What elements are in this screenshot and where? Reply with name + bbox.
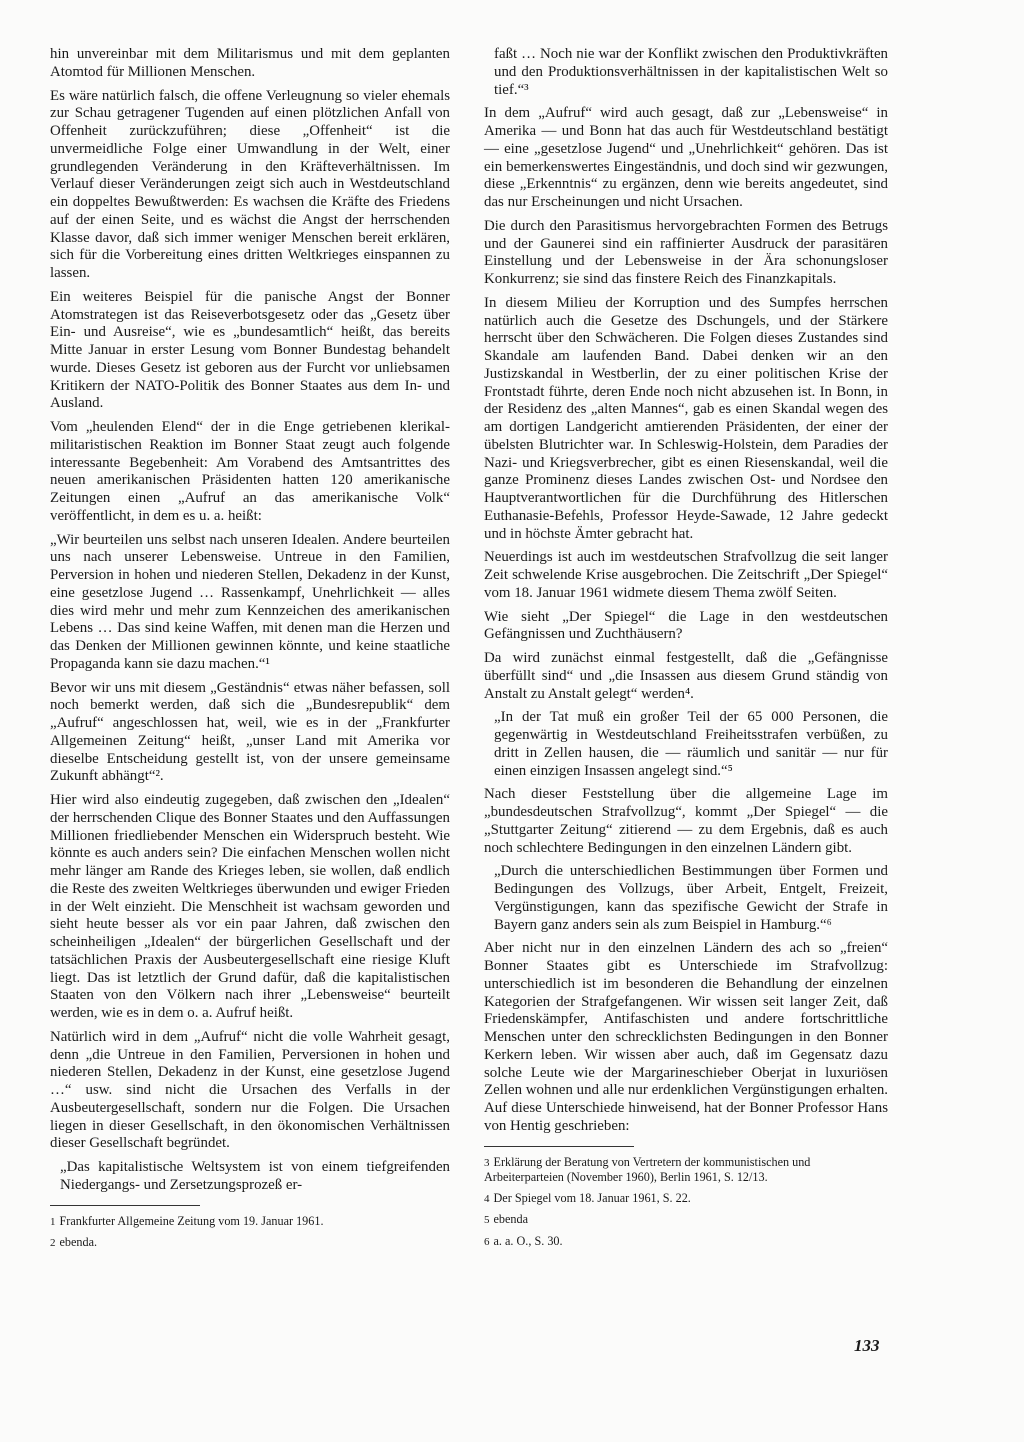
paragraph: Wie sieht „Der Spiegel“ die Lage in den westdeutschen Gefängnissen und Zuchthäusern? [484, 608, 888, 643]
block-quote: „In der Tat muß ein großer Teil der 65 000 Personen, die gegenwärtig in Westdeutschland Freiheitsstrafen verbüßen, zu dritt in Zellen hausen, die — räumlich und sanitär — nur für einen einzigen Insassen angelegt sind.“⁵ [494, 709, 888, 779]
paragraph: hin unvereinbar mit dem Militarismus und mit dem geplanten Atomtod für Millionen Menschen. [50, 46, 450, 80]
paragraph: Die durch den Parasitismus hervorgebrachten Formen des Betrugs und der Gaunerei sind ein raffinierter Ausdruck der parasitären Einstellung und der Lebensweise in der Ära schonungsloser Konkurrenz; sie sind das finstere Reich des Finanzkapitals. [484, 217, 888, 287]
footnote-number: 1 [50, 1215, 56, 1228]
footnote-rule [50, 1205, 200, 1206]
block-quote: „Wir beurteilen uns selbst nach unseren Idealen. Andere beurteilen uns nach unserer Lebensweise. Untreue in den Familien, Perversion in hohen und niederen Stellen, Dekadenz in der Kunst, eine gesetzlose Jugend … Rassenkampf, Unehrlichkeit — alles dies wird mehr und mehr zum Kennzeichen des amerikanischen Lebens … Das sind keine Waffen, mit denen man die Herzen und das Denken der Millionen gewinnen könnte, und keine staatliche Propaganda kann sie dazu machen.“¹ [50, 531, 450, 672]
footnote-number: 6 [484, 1235, 490, 1248]
footnote-number: 3 [484, 1156, 490, 1169]
paragraph: In dem „Aufruf“ wird auch gesagt, daß zur „Lebensweise“ in Amerika — und Bonn hat das auch für Westdeutschland bestätigt — eine „gesetzlose Jugend“ und „Unehrlichkeit“ gehören. Das ist ein bemerkenswertes Eingeständnis, und doch sind wir gezwungen, diese „Erkenntnis“ zu ergänzen, denn wie bereits angedeutet, sind das nur Erscheinungen und nicht Ursachen. [484, 105, 888, 210]
footnote-text: Der Spiegel vom 18. Januar 1961, S. 22. [493, 1190, 691, 1205]
footnote [484, 1191, 888, 1207]
paragraph: Es wäre natürlich falsch, die offene Verleugnung so vieler ehemals zur Schau getragener Tugenden auf einen plötzlichen Anfall von Offenheit zurückzuführen; diese „Offenheit“ ist die unvermeidliche Folge einer Umwandlung in der Welt, einer grundlegenden Veränderung in den Kräfteverhältnissen. Im Verlauf dieser Veränderungen zeigt sich auch in Westdeutschland ein doppeltes Bewußtwerden: Es wachsen die Kräfte des Friedens auf der einen Seite, und es wächst die Angst der herrschenden Klasse davor, daß sich immer weniger Menschen bereit erklären, sich für die Vorbereitung eines dritten Weltkrieges einspannen zu lassen. [50, 87, 450, 281]
footnote-text: Frankfurter Allgemeine Zeitung vom 19. Januar 1961. [59, 1213, 324, 1228]
paragraph: Aber nicht nur in den einzelnen Ländern des ach so „freien“ Bonner Staates gibt es Unterschiede im Strafvollzug: unterschiedlich ist im besonderen die Behandlung der einzelnen Kategorien der Strafgefangenen. Wir wissen seit langer Zeit, daß Friedenskämpfer, Antifaschisten und andere fortschrittliche Menschen unter den schrecklichsten Bedingungen in den Bonner Kerkern leben. Wir wissen aber auch, daß im Gegensatz dazu solche Leute wie der Margarineschieber Oberjat in luxuriösen Zellen wohnen und alle nur erdenklichen Vergünstigungen erhalten. Auf diese Unterschiede hinweisend, hat der Bonner Professor Hans von Hentig geschrieben: [484, 940, 888, 1134]
footnote-text: Erklärung der Beratung von Vertretern der kommunistischen und Arbeiterparteien (November 1960), Berlin 1961, S. 12/13. [484, 1154, 811, 1184]
block-quote: „Das kapitalistische Weltsystem ist von einem tiefgreifenden Niedergangs- und Zersetzungsprozeß er- [60, 1159, 450, 1193]
footnote [484, 1155, 888, 1185]
footnote [50, 1214, 450, 1230]
footnote [484, 1212, 888, 1228]
footnote-rule [484, 1146, 634, 1147]
footnote-number: 5 [484, 1214, 490, 1226]
footnote-text: a. a. O., S. 30. [493, 1233, 563, 1248]
footnote-number: 2 [50, 1237, 56, 1249]
paragraph: Natürlich wird in dem „Aufruf“ nicht die volle Wahrheit gesagt, denn „die Untreue in den Familien, Perversionen in hohen und niederen Stellen, Dekadenz in der Kunst, eine gesetzlose Jugend …“ usw. sind nicht die Ursachen des Verfalls in der Ausbeutergesellschaft, sondern nur die Folgen. Die Ursachen liegen in dieser Gesellschaft, in den ökonomischen Verhältnissen dieser Gesellschaft begründet. [50, 1028, 450, 1152]
paragraph: Nach dieser Feststellung über die allgemeine Lage im „bundesdeutschen Strafvollzug“, kommt „Der Spiegel“ — die „Stuttgarter Zeitung“ zitierend — zu dem Ergebnis, daß es auch noch schlechtere Bedingungen in den einzelnen Ländern gibt. [484, 786, 888, 856]
block-quote: faßt … Noch nie war der Konflikt zwischen den Produktivkräften und den Produktionsverhältnissen in der kapitalistischen Welt so tief.“³ [494, 46, 888, 98]
paragraph: Hier wird also eindeutig zugegeben, daß zwischen den „Idealen“ der herrschenden Clique des Bonner Staates und den Auffassungen Millionen friedliebender Menschen ein Widerspruch besteht. Wie könnte es auch anders sein? Die einfachen Menschen wollen nicht mehr länger am Rande des Krieges leben, sie wollen, daß endlich die Reste des zweiten Weltkrieges überwunden und ewiger Frieden in der Welt einzieht. Die Menschheit ist wachsam geworden und sieht heute besser als vor ein paar Jahren, daß zwischen den scheinheiligen „Idealen“ der bürgerlichen Gesellschaft und der tatsächlichen Praxis der Ausbeutergesellschaft eine riesige Kluft liegt. Das ist letztlich der Grund dafür, daß die kapitalistischen Staaten von den Völkern nach ihrer „Lebensweise“ beurteilt werden, wie es in dem o. a. Aufruf heißt. [50, 792, 450, 1021]
left-column [50, 46, 450, 1257]
paragraph: Bevor wir uns mit diesem „Geständnis“ etwas näher befassen, soll noch bemerkt werden, daß sich die „Bundesrepublik“ dem „Aufruf“ angeschlossen hat, weil, wie es in der „Frankfurter Allgemeinen Zeitung“ heißt, „unser Land mit Amerika vor dieselbe Entscheidung gestellt ist, von der unsere gemeinsame Zukunft abhängt“². [50, 679, 450, 785]
footnote-number: 4 [484, 1192, 490, 1205]
paragraph: Vom „heulenden Elend“ der in die Enge getriebenen klerikal-militaristischen Reaktion im Bonner Staat zeugt auch folgende interessante Begebenheit: Am Vorabend des Amtsantrittes des neuen amerikanischen Präsidenten hatten 120 amerikanische Zeitungen einen „Aufruf an das amerikanische Volk“ veröffentlicht, in dem es u. a. heißt: [50, 419, 450, 524]
paragraph: Da wird zunächst einmal festgestellt, daß die „Gefängnisse überfüllt sind“ und „die Insassen aus diesem Grund ständig von Anstalt zu Anstalt gelegt“ werden⁴. [484, 650, 888, 702]
paragraph: Ein weiteres Beispiel für die panische Angst der Bonner Atomstrategen ist das Reiseverbotsgesetz oder das „Gesetz über Ein- und Ausreise“, wie es „bundesamtlich“ heißt, das bereits Mitte Januar in erster Lesung vom Bonner Bundestag behandelt wurde. Dieses Gesetz ist geboren aus der Furcht vor unliebsamen Kritikern der NATO-Politik des Bonner Staates aus dem In- und Ausland. [50, 288, 450, 412]
paragraph: Neuerdings ist auch im westdeutschen Strafvollzug die seit langer Zeit schwelende Krise ausgebrochen. Die Zeitschrift „Der Spiegel“ vom 18. Januar 1961 widmete diesem Thema zwölf Seiten. [484, 549, 888, 601]
block-quote: „Durch die unterschiedlichen Bestimmungen über Formen und Bedingungen des Vollzugs, über Arbeit, Entgelt, Freizeit, Vergünstigungen, kann das spezifische Gewicht der Strafe in Bayern ganz anders sein als zum Beispiel in Hamburg.“⁶ [494, 863, 888, 933]
page-number: 133 [854, 1336, 880, 1355]
paragraph: In diesem Milieu der Korruption und des Sumpfes herrschen natürlich auch die Gesetze des Dschungels, und der Stärkere herrscht über den Schwächeren. Die Folgen dieses Zustandes sind Skandale am laufenden Band. Dabei denken wir an den Justizskandal in Westberlin, der zu einer politischen Krise der Frontstadt führte, deren Ende noch nicht abzusehen ist. In Bonn, in der Residenz des „alten Mannes“, gab es einen Skandal wegen des am dortigen Landgericht amtierenden Präsidenten, der einer der übelsten Blutrichter war. In Schleswig-Holstein, dem Paradies der Nazi- und Kriegsverbrecher, gibt es einen Riesenskandal, weil die ganze Prominenz dieses Landes zwischen Ost- und Nordsee den Hauptverantwortlichen für die Durchführung des Hitlerschen Euthanasie-Befehls, Professor Heyde-Sawade, 12 Jahre gedeckt und in höchste Ämter gebracht hat. [484, 294, 888, 542]
right-column [484, 46, 888, 1255]
footnote-text: ebenda [493, 1212, 529, 1226]
footnote [50, 1235, 450, 1251]
footnote [484, 1234, 888, 1250]
footnote-text: ebenda. [59, 1235, 98, 1249]
